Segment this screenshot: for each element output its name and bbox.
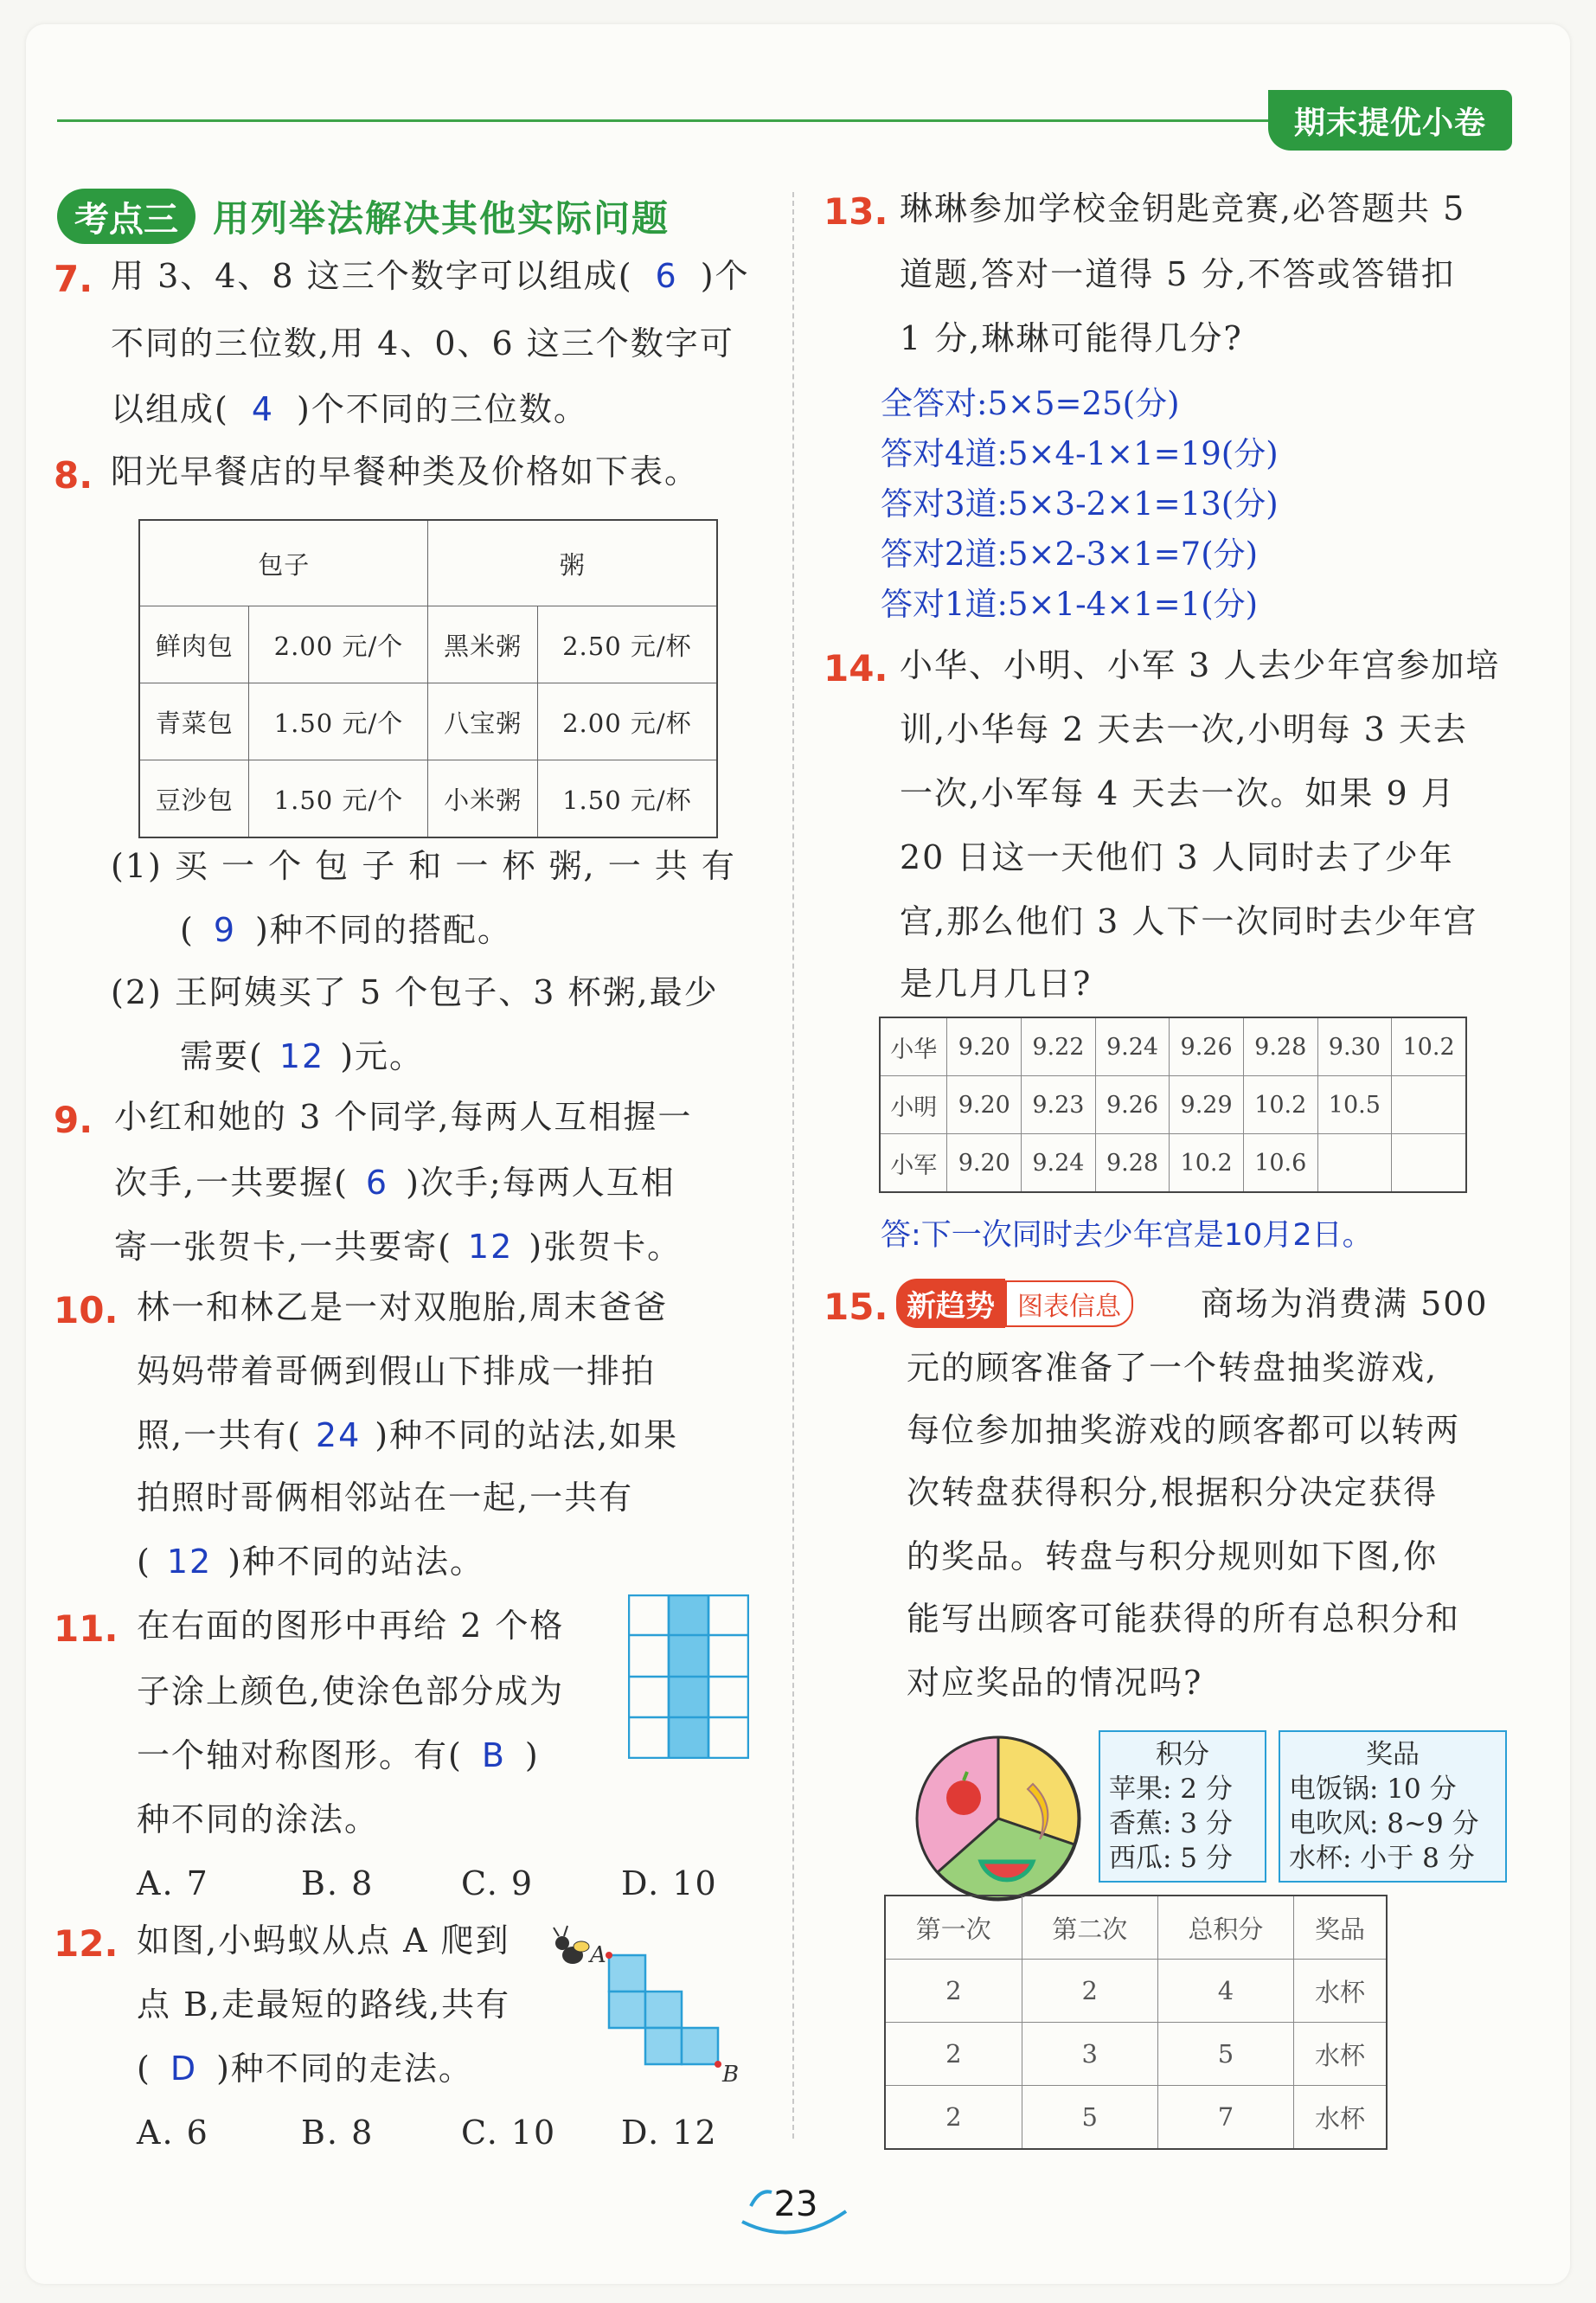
q12-line1: 如图,小蚂蚁从点 A 爬到	[137, 1921, 510, 1960]
q13-answer-5: 答对1道:5×1-4×1=1(分)	[881, 586, 1259, 623]
q14-cell: 9.20	[947, 1134, 1022, 1193]
q14-cell	[1317, 1134, 1392, 1193]
q12-point-a: A	[590, 1942, 606, 1968]
q15-cell: 水杯	[1294, 2023, 1387, 2086]
q14-cell: 9.22	[1022, 1017, 1096, 1076]
q12-path-figure	[545, 1912, 761, 2085]
q8-cell: 豆沙包	[139, 760, 249, 838]
q15-score-banana: 香蕉: 3 分	[1109, 1808, 1233, 1839]
q15-cell: 水杯	[1294, 1960, 1387, 2023]
q15-prize-cup: 水杯: 小于 8 分	[1289, 1843, 1475, 1874]
q8-price-table	[138, 519, 718, 838]
q11-line3: 一个轴对称图形。有( B )	[137, 1736, 540, 1774]
q15-spinner-wheel	[912, 1732, 1085, 1905]
q14-cell: 小明	[880, 1076, 947, 1134]
q8-part1-answer: 9	[213, 911, 237, 949]
q13-line1: 琳琳参加学校金钥匙竞赛,必答题共 5	[900, 189, 1466, 228]
q8-number: 8.	[54, 454, 93, 497]
q11-option-d: D. 10	[621, 1864, 718, 1902]
q14-answer: 答:下一次同时去少年宫是10月2日。	[881, 1218, 1373, 1253]
q12-options	[137, 2111, 718, 2154]
q15-cell: 水杯	[1294, 2086, 1387, 2150]
q14-cell: 10.2	[1170, 1134, 1244, 1193]
q11-line1: 在右面的图形中再给 2 个格	[137, 1607, 565, 1645]
q11-line2: 子涂上颜色,使涂色部分成为	[137, 1672, 565, 1710]
q10-line4: 拍照时哥俩相邻站在一起,一共有	[137, 1479, 634, 1517]
q12-option-d: D. 12	[621, 2114, 718, 2152]
q12-number: 12.	[54, 1922, 119, 1965]
q8-part2-line1: (2) 王阿姨买了 5 个包子、3 杯粥,最少	[111, 973, 719, 1011]
q12-option-b: B. 8	[301, 2114, 375, 2152]
q14-number: 14.	[824, 647, 888, 690]
q14-line5: 宫,那么他们 3 人下一次同时去少年宫	[900, 902, 1478, 940]
q15-number: 15.	[824, 1286, 888, 1328]
q14-cell: 9.24	[1022, 1134, 1096, 1193]
q14-cell: 9.28	[1243, 1017, 1317, 1076]
q9-answer1: 6	[365, 1164, 389, 1202]
q10-line2: 妈妈带着哥俩到假山下排成一排拍	[137, 1352, 657, 1390]
q7-answer1: 6	[655, 257, 678, 295]
q8-part2-line2: 需要( 12 )元。	[180, 1037, 425, 1075]
q14-line2: 训,小华每 2 天去一次,小明每 3 天去	[900, 710, 1468, 748]
q15-cell: 2	[885, 2023, 1022, 2086]
q15-head-total: 总积分	[1157, 1896, 1293, 1960]
q11-option-c: C. 9	[461, 1864, 535, 1902]
q15-head-second: 第二次	[1022, 1896, 1157, 1960]
q8-cell: 1.50 元/个	[249, 683, 428, 760]
q11-number: 11.	[54, 1607, 119, 1650]
q10-answer1: 24	[315, 1416, 362, 1454]
q8-cell: 1.50 元/个	[249, 760, 428, 838]
q15-cell: 5	[1022, 2086, 1157, 2150]
q7-line1: 用 3、4、8 这三个数字可以组成( 6 )个	[111, 257, 750, 295]
q7-number: 7.	[54, 258, 93, 300]
q10-line5: ( 12 )种不同的站法。	[137, 1543, 485, 1581]
q14-date-table	[879, 1017, 1467, 1193]
q8-cell: 黑米粥	[428, 606, 537, 683]
q15-head-first: 第一次	[885, 1896, 1022, 1960]
q15-prize-title: 奖品	[1366, 1739, 1420, 1770]
q15-prize-box	[1279, 1730, 1507, 1883]
q8-cell: 2.50 元/杯	[537, 606, 717, 683]
q14-cell: 10.5	[1317, 1076, 1392, 1134]
q8-cell: 1.50 元/杯	[537, 760, 717, 838]
q15-line5: 的奖品。转盘与积分规则如下图,你	[907, 1537, 1439, 1575]
q13-answer-3: 答对3道:5×3-2×1=13(分)	[881, 485, 1279, 523]
page-number: 23	[773, 2184, 818, 2224]
q8-stem: 阳光早餐店的早餐种类及价格如下表。	[111, 452, 700, 491]
section-title: 用列举法解决其他实际问题	[213, 197, 670, 240]
q7-answer2: 4	[251, 390, 275, 428]
q8-cell: 青菜包	[139, 683, 249, 760]
q14-line1: 小华、小明、小军 3 人去少年宫参加培	[900, 646, 1501, 684]
q14-cell	[1392, 1076, 1466, 1134]
q14-cell	[1392, 1134, 1466, 1193]
q12-line3: ( D )种不同的走法。	[137, 2050, 473, 2088]
q13-answer-2: 答对4道:5×4-1×1=19(分)	[881, 435, 1279, 472]
header-rule	[57, 119, 1277, 122]
q15-cell: 4	[1157, 1960, 1293, 2023]
q15-head-prize: 奖品	[1294, 1896, 1387, 1960]
header-tab: 期末提优小卷	[1268, 90, 1512, 151]
q15-line7: 对应奖品的情况吗?	[907, 1664, 1203, 1702]
q8-head-buns: 包子	[139, 520, 428, 606]
q14-cell: 9.28	[1095, 1134, 1170, 1193]
q7-line2: 不同的三位数,用 4、0、6 这三个数字可	[111, 324, 734, 362]
q11-options	[137, 1862, 718, 1905]
q15-score-watermelon: 西瓜: 5 分	[1109, 1843, 1233, 1874]
q15-line4: 次转盘获得积分,根据积分决定获得	[907, 1473, 1439, 1511]
q11-option-a: A. 7	[137, 1864, 209, 1902]
q14-cell: 9.20	[947, 1076, 1022, 1134]
q8-cell: 八宝粥	[428, 683, 537, 760]
q14-cell: 9.20	[947, 1017, 1022, 1076]
q14-line4: 20 日这一天他们 3 人同时去了少年	[900, 838, 1454, 876]
q15-cell: 5	[1157, 2023, 1293, 2086]
q15-line1: 商场为消费满 500	[1201, 1285, 1489, 1323]
q10-line1: 林一和林乙是一对双胞胎,周末爸爸	[137, 1288, 669, 1326]
q12-option-a: A. 6	[137, 2114, 209, 2152]
q15-tag-chart-info: 图表信息	[1005, 1280, 1133, 1327]
q8-cell: 鲜肉包	[139, 606, 249, 683]
q12-option-c: C. 10	[461, 2114, 557, 2152]
q13-line2: 道题,答对一道得 5 分,不答或答错扣	[900, 255, 1456, 293]
q10-line3: 照,一共有( 24 )种不同的站法,如果	[137, 1416, 679, 1454]
q15-line3: 每位参加抽奖游戏的顾客都可以转两	[907, 1411, 1461, 1449]
q8-part2-answer: 12	[279, 1037, 325, 1075]
q14-cell: 10.2	[1392, 1017, 1466, 1076]
q15-line6: 能写出顾客可能获得的所有总积分和	[907, 1600, 1461, 1638]
q14-cell: 9.29	[1170, 1076, 1244, 1134]
q14-cell: 9.26	[1170, 1017, 1244, 1076]
q13-number: 13.	[824, 190, 888, 233]
q13-line3: 1 分,琳琳可能得几分?	[900, 319, 1243, 357]
q14-cell: 9.24	[1095, 1017, 1170, 1076]
q11-grid-figure	[628, 1594, 749, 1759]
q9-line2: 次手,一共要握( 6 )次手;每两人互相	[114, 1164, 676, 1202]
q10-number: 10.	[54, 1289, 119, 1331]
q12-answer: D	[170, 2050, 198, 2088]
q14-cell: 10.6	[1243, 1134, 1317, 1193]
q14-cell: 9.26	[1095, 1076, 1170, 1134]
q15-line2: 元的顾客准备了一个转盘抽奖游戏,	[907, 1349, 1439, 1387]
q8-cell: 小米粥	[428, 760, 537, 838]
q15-cell: 7	[1157, 2086, 1293, 2150]
q15-cell: 2	[885, 2086, 1022, 2150]
q8-cell: 2.00 元/个	[249, 606, 428, 683]
q9-answer2: 12	[467, 1228, 514, 1266]
q8-part1-line1: (1) 买 一 个 包 子 和 一 杯 粥, 一 共 有	[111, 847, 736, 885]
q11-option-b: B. 8	[301, 1864, 375, 1902]
q8-head-porridge: 粥	[428, 520, 717, 606]
q15-tag-new-trend: 新趋势	[896, 1279, 1005, 1328]
column-divider	[792, 192, 794, 2139]
section-heading	[57, 189, 670, 244]
q15-cell: 2	[885, 1960, 1022, 2023]
q15-score-box	[1099, 1730, 1266, 1883]
q14-line6: 是几月几日?	[900, 965, 1093, 1003]
q8-part1-line2: ( 9 )种不同的搭配。	[180, 911, 512, 949]
q13-answer-1: 全答对:5×5=25(分)	[881, 385, 1180, 422]
q9-line1: 小红和她的 3 个同学,每两人互相握一	[114, 1098, 693, 1136]
q15-score-title: 积分	[1156, 1739, 1209, 1770]
q12-point-b: B	[722, 2062, 740, 2085]
q15-trend-tag	[896, 1279, 1133, 1328]
q15-result-table	[884, 1895, 1388, 2150]
q15-prize-rice-cooker: 电饭锅: 10 分	[1289, 1774, 1457, 1805]
ant-icon	[554, 1926, 589, 1964]
q12-line2: 点 B,走最短的路线,共有	[137, 1985, 511, 2024]
q9-line3: 寄一张贺卡,一共要寄( 12 )张贺卡。	[114, 1228, 683, 1266]
q15-cell: 2	[1022, 1960, 1157, 2023]
q13-answer-4: 答对2道:5×2-3×1=7(分)	[881, 536, 1259, 573]
q7-line3: 以组成( 4 )个不同的三位数。	[111, 390, 588, 428]
q15-cell: 3	[1022, 2023, 1157, 2086]
q14-line3: 一次,小军每 4 天去一次。如果 9 月	[900, 774, 1456, 812]
q9-number: 9.	[54, 1099, 93, 1141]
q8-cell: 2.00 元/杯	[537, 683, 717, 760]
q15-prize-hair-dryer: 电吹风: 8~9 分	[1289, 1808, 1479, 1839]
q10-answer2: 12	[166, 1543, 213, 1581]
q14-cell: 9.30	[1317, 1017, 1392, 1076]
q14-cell: 10.2	[1243, 1076, 1317, 1134]
q11-line4: 种不同的涂法。	[137, 1800, 380, 1838]
q15-score-apple: 苹果: 2 分	[1109, 1774, 1233, 1805]
q14-cell: 小军	[880, 1134, 947, 1193]
q14-cell: 9.23	[1022, 1076, 1096, 1134]
q11-answer: B	[481, 1736, 506, 1774]
section-badge: 考点三	[57, 189, 195, 244]
q14-cell: 小华	[880, 1017, 947, 1076]
